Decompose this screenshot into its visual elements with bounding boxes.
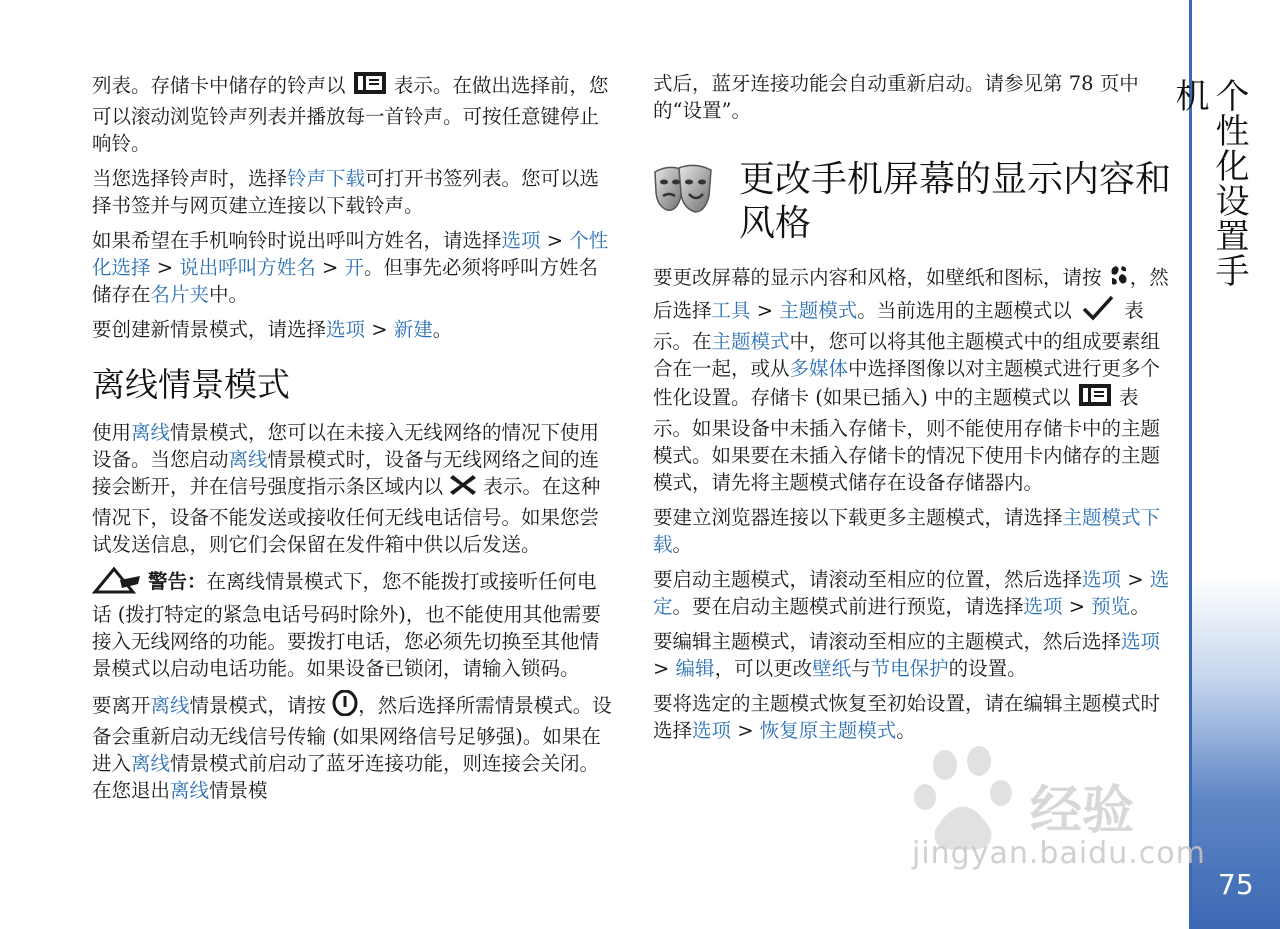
section-header-themes: [653, 158, 1173, 246]
link-tools[interactable]: 工具: [711, 299, 751, 322]
link-options[interactable]: 选项: [692, 719, 732, 742]
paragraph-activate-theme: 要启动主题模式，请滚动至相应的位置，然后选择选项 > 选定。要在启动主题模式前进行预览，请选择选项 > 预览。: [653, 568, 1170, 618]
link-wallpaper[interactable]: 壁纸: [812, 657, 852, 680]
link-gallery[interactable]: 多媒体: [789, 357, 849, 380]
warning-label: 警告：: [148, 570, 207, 593]
paragraph-say-caller-name: 如果希望在手机响铃时说出呼叫方姓名，请选择选项 > 个性化选择 > 说出呼叫方姓名 > 开。但事先必须将呼叫方姓名储存在名片夹中。: [92, 229, 609, 306]
link-offline[interactable]: 离线: [131, 421, 171, 444]
warning-icon: [92, 566, 142, 601]
paragraph-leave-offline: 要离开离线情景模式，请按 ，然后选择所需情景模式。设备会重新启动无线信号传输 (如果网络信号足够强)。如果在进入离线情景模式前启动了蓝牙连接功能，则连接会关闭。在您退出离线情景模: [92, 690, 612, 804]
paragraph-ringtone-download: 当您选择铃声时，选择铃声下载可打开书签列表。您可以选择书签并与网页建立连接以下载铃声。: [92, 167, 600, 217]
right-column: [653, 70, 1173, 752]
link-theme-downloads[interactable]: 主题模式下载: [653, 506, 1161, 556]
heading-offline-profile: 离线情景模式: [92, 365, 290, 404]
link-restore-theme[interactable]: 恢复原主题模式: [759, 719, 897, 742]
link-personalization[interactable]: 个性化选择: [92, 229, 609, 279]
paragraph-themes-intro: 要更改屏幕的显示内容和风格，如壁纸和图标，请按 ，然后选择工具 > 主题模式。当前选用的主题模式以 表示。在主题模式中，您可以将其他主题模式中的组成要素组合在一起，或从多媒体中选择图像以对主题模式进行更多个性化设置。存储卡 (如果已插入) 中的主题模式以 表示。如果设备中未插入存储卡，则不能使用存储卡中的主题模式。如果要在未插入存储卡的情况下使用卡内储存的主题模式，请先将主题模式储存在设备存储器内。: [653, 266, 1169, 494]
link-edit[interactable]: 编辑: [675, 657, 715, 680]
menu-key-icon: [1108, 264, 1130, 295]
paragraph-ringtone-list: 列表。存储卡中储存的铃声以 表示。在做出选择前，您可以滚动浏览铃声列表并播放每一首铃声。可按任意键停止响铃。: [92, 70, 612, 157]
paragraph-offline-intro: 使用离线情景模式，您可以在未接入无线网络的情况下使用设备。当您启动离线情景模式时，设备与无线网络之间的连接会断开，并在信号强度指示条区域内以 表示。在这种情况下，设备不能发送或接收任何无线电话信号。如果您尝试发送信息，则它们会保留在发件箱中供以后发送。: [92, 421, 601, 556]
warning-block: 警告：在离线情景模式下，您不能拨打或接听任何电话 (拨打特定的紧急电话号码时除外)，也不能使用其他需要接入无线网络的功能。要拨打电话，您必须先切换至其他情景模式以启动电话功能。如果设备已锁闭，请输入锁码。: [92, 566, 612, 682]
link-options[interactable]: 选项: [1023, 595, 1063, 618]
link-themes[interactable]: 主题模式: [779, 299, 858, 322]
link-options[interactable]: 选项: [326, 318, 366, 341]
left-column: [92, 70, 612, 812]
link-on[interactable]: 开: [344, 256, 365, 279]
link-offline[interactable]: 离线: [228, 448, 268, 471]
paragraph-theme-downloads: 要建立浏览器连接以下载更多主题模式，请选择主题模式下载。: [653, 506, 1161, 556]
paragraph-bluetooth-continue: 式后，蓝牙连接功能会自动重新启动。请参见第 78 页中的“设置”。: [653, 72, 1139, 122]
link-offline[interactable]: 离线: [131, 752, 171, 775]
link-apply[interactable]: 选定: [653, 568, 1170, 618]
paragraph-new-profile: 要创建新情景模式，请选择选项 > 新建。: [92, 318, 453, 341]
link-options[interactable]: 选项: [501, 229, 541, 252]
offline-x-icon: [449, 473, 477, 504]
checkmark-icon: [1078, 295, 1118, 328]
link-offline[interactable]: 离线: [150, 694, 190, 717]
memory-card-icon: [1077, 382, 1113, 415]
link-contacts[interactable]: 名片夹: [150, 283, 210, 306]
memory-card-icon: [352, 70, 388, 103]
link-options[interactable]: 选项: [1121, 630, 1161, 653]
watermark-url: jingyan.baidu.com: [912, 836, 1206, 871]
link-preview[interactable]: 预览: [1091, 595, 1131, 618]
theme-masks-icon: [653, 162, 717, 218]
paragraph-edit-theme: 要编辑主题模式，请滚动至相应的主题模式，然后选择选项 > 编辑，可以更改壁纸与节电保护的设置。: [653, 630, 1161, 680]
link-say-caller-name[interactable]: 说出呼叫方姓名: [179, 256, 316, 279]
link-power-saver[interactable]: 节电保护: [870, 657, 949, 680]
watermark-brand: 经验: [1030, 781, 1135, 841]
link-themes[interactable]: 主题模式: [711, 330, 790, 353]
link-new[interactable]: 新建: [393, 318, 433, 341]
heading-change-display: 更改手机屏幕的显示内容和风格: [739, 159, 1172, 244]
page-number: 75: [1218, 868, 1254, 901]
link-options[interactable]: 选项: [1082, 568, 1122, 591]
paragraph-restore-theme: 要将选定的主题模式恢复至初始设置，请在编辑主题模式时选择选项 > 恢复原主题模式。: [653, 692, 1161, 742]
link-ringtone-download[interactable]: 铃声下载: [287, 167, 366, 190]
link-offline[interactable]: 离线: [170, 779, 210, 802]
power-key-icon: [332, 690, 358, 723]
chapter-title: 个性化设置手机: [1169, 78, 1249, 288]
